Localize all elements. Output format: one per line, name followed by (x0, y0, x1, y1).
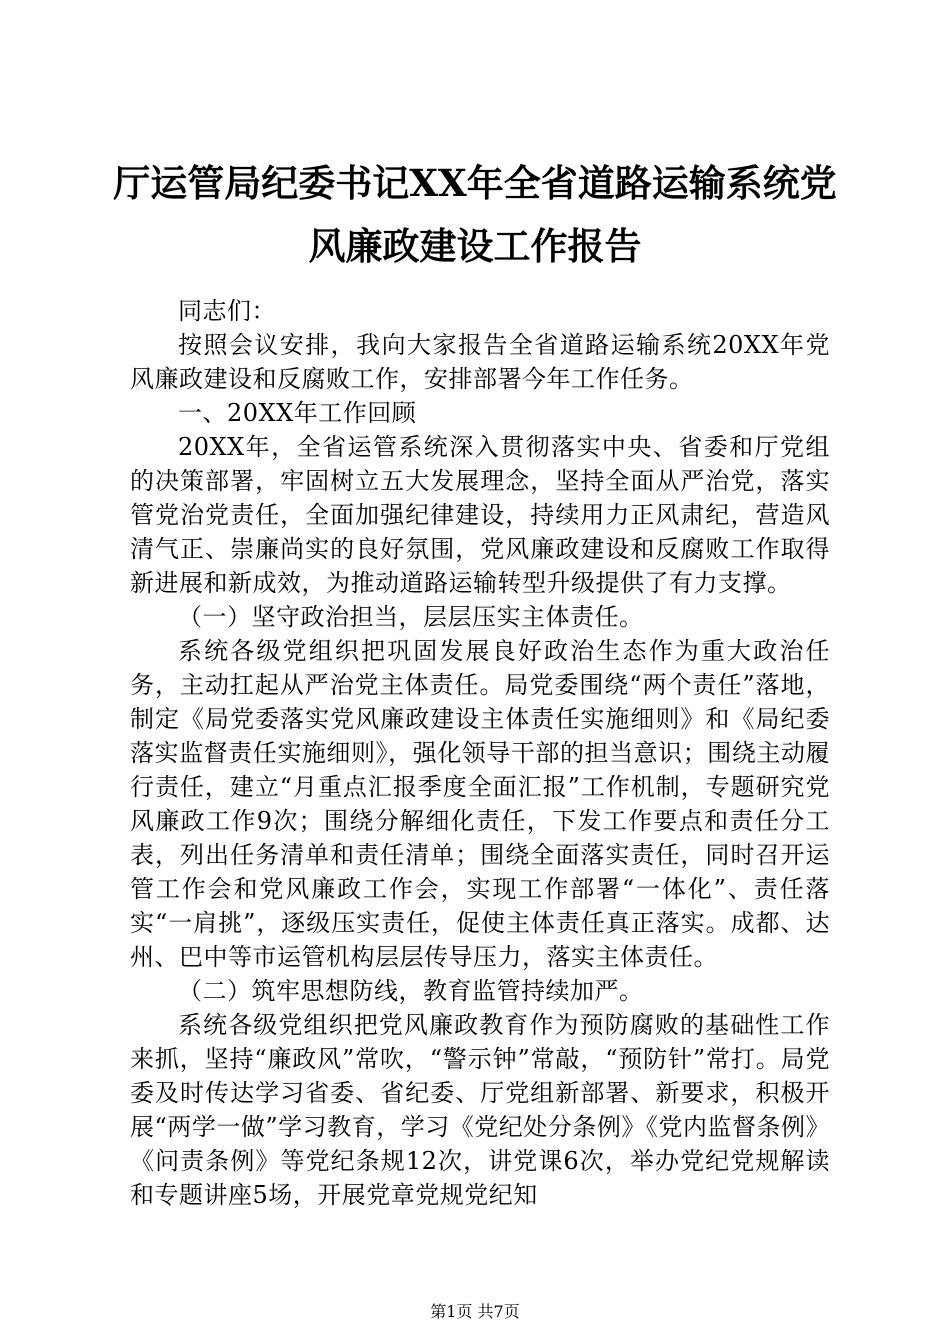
document-title-line-1: 厅运管局纪委书记XX年全省道路运输系统党 (113, 161, 837, 205)
body-paragraph: 20XX年，全省运管系统深入贯彻落实中央、省委和厅党组的决策部署，牢固树立五大发展理念，坚持全面从严治党，落实管党治党责任，全面加强纪律建设，持续用力正风肃纪，营造风清气正、崇廉尚实的良好氛围，党风廉政建设和反腐败工作取得新进展和新成效，为推动道路运输转型升级提供了有力支撑。 (130, 433, 830, 597)
subsection-heading: （一）坚守政治担当，层层压实主体责任。 (178, 603, 644, 631)
intro-paragraph: 按照会议安排，我向大家报告全省道路运输系统20XX年党风廉政建设和反腐败工作，安排部署今年工作任务。 (130, 331, 830, 393)
subsection-heading: （二）筑牢思想防线，教育监管持续加严。 (178, 977, 644, 1005)
body-paragraph: 系统各级党组织把巩固发展良好政治生态作为重大政治任务，主动扛起从严治党主体责任。局党委围绕“两个责任”落地，制定《局党委落实党风廉政建设主体责任实施细则》和《局纪委落实监督责任实施细则》，强化领导干部的担当意识；围绕主动履行责任，建立“月重点汇报季度全面汇报”工作机制，专题研究党风廉政工作9次；围绕分解细化责任，下发工作要点和责任分工表，列出任务清单和责任清单；围绕全面落实责任，同时召开运管工作会和党风廉政工作会，实现工作部署“一体化”、责任落实“一肩挑”，逐级压实责任，促使主体责任真正落实。成都、达州、巴中等市运管机构层层传导压力，落实主体责任。 (130, 637, 830, 971)
page-footer: 第1页 共7页 (430, 1302, 520, 1321)
document-title-line-2: 风廉政建设工作报告 (308, 224, 642, 268)
document-body (130, 294, 830, 1212)
section-heading: 一、20XX年工作回顾 (178, 399, 417, 427)
body-paragraph: 系统各级党组织把党风廉政教育作为预防腐败的基础性工作来抓，坚持“廉政风”常吹，“警示钟”常敲，“预防针”常打。局党委及时传达学习省委、省纪委、厅党组新部署、新要求，积极开展“两学一做”学习教育，学习《党纪处分条例》《党内监督条例》《问责条例》等党纪条规12次，讲党课6次，举办党纪党规解读和专题讲座5场，开展党章党规党纪知 (130, 1011, 830, 1209)
salutation: 同志们： (178, 297, 276, 325)
